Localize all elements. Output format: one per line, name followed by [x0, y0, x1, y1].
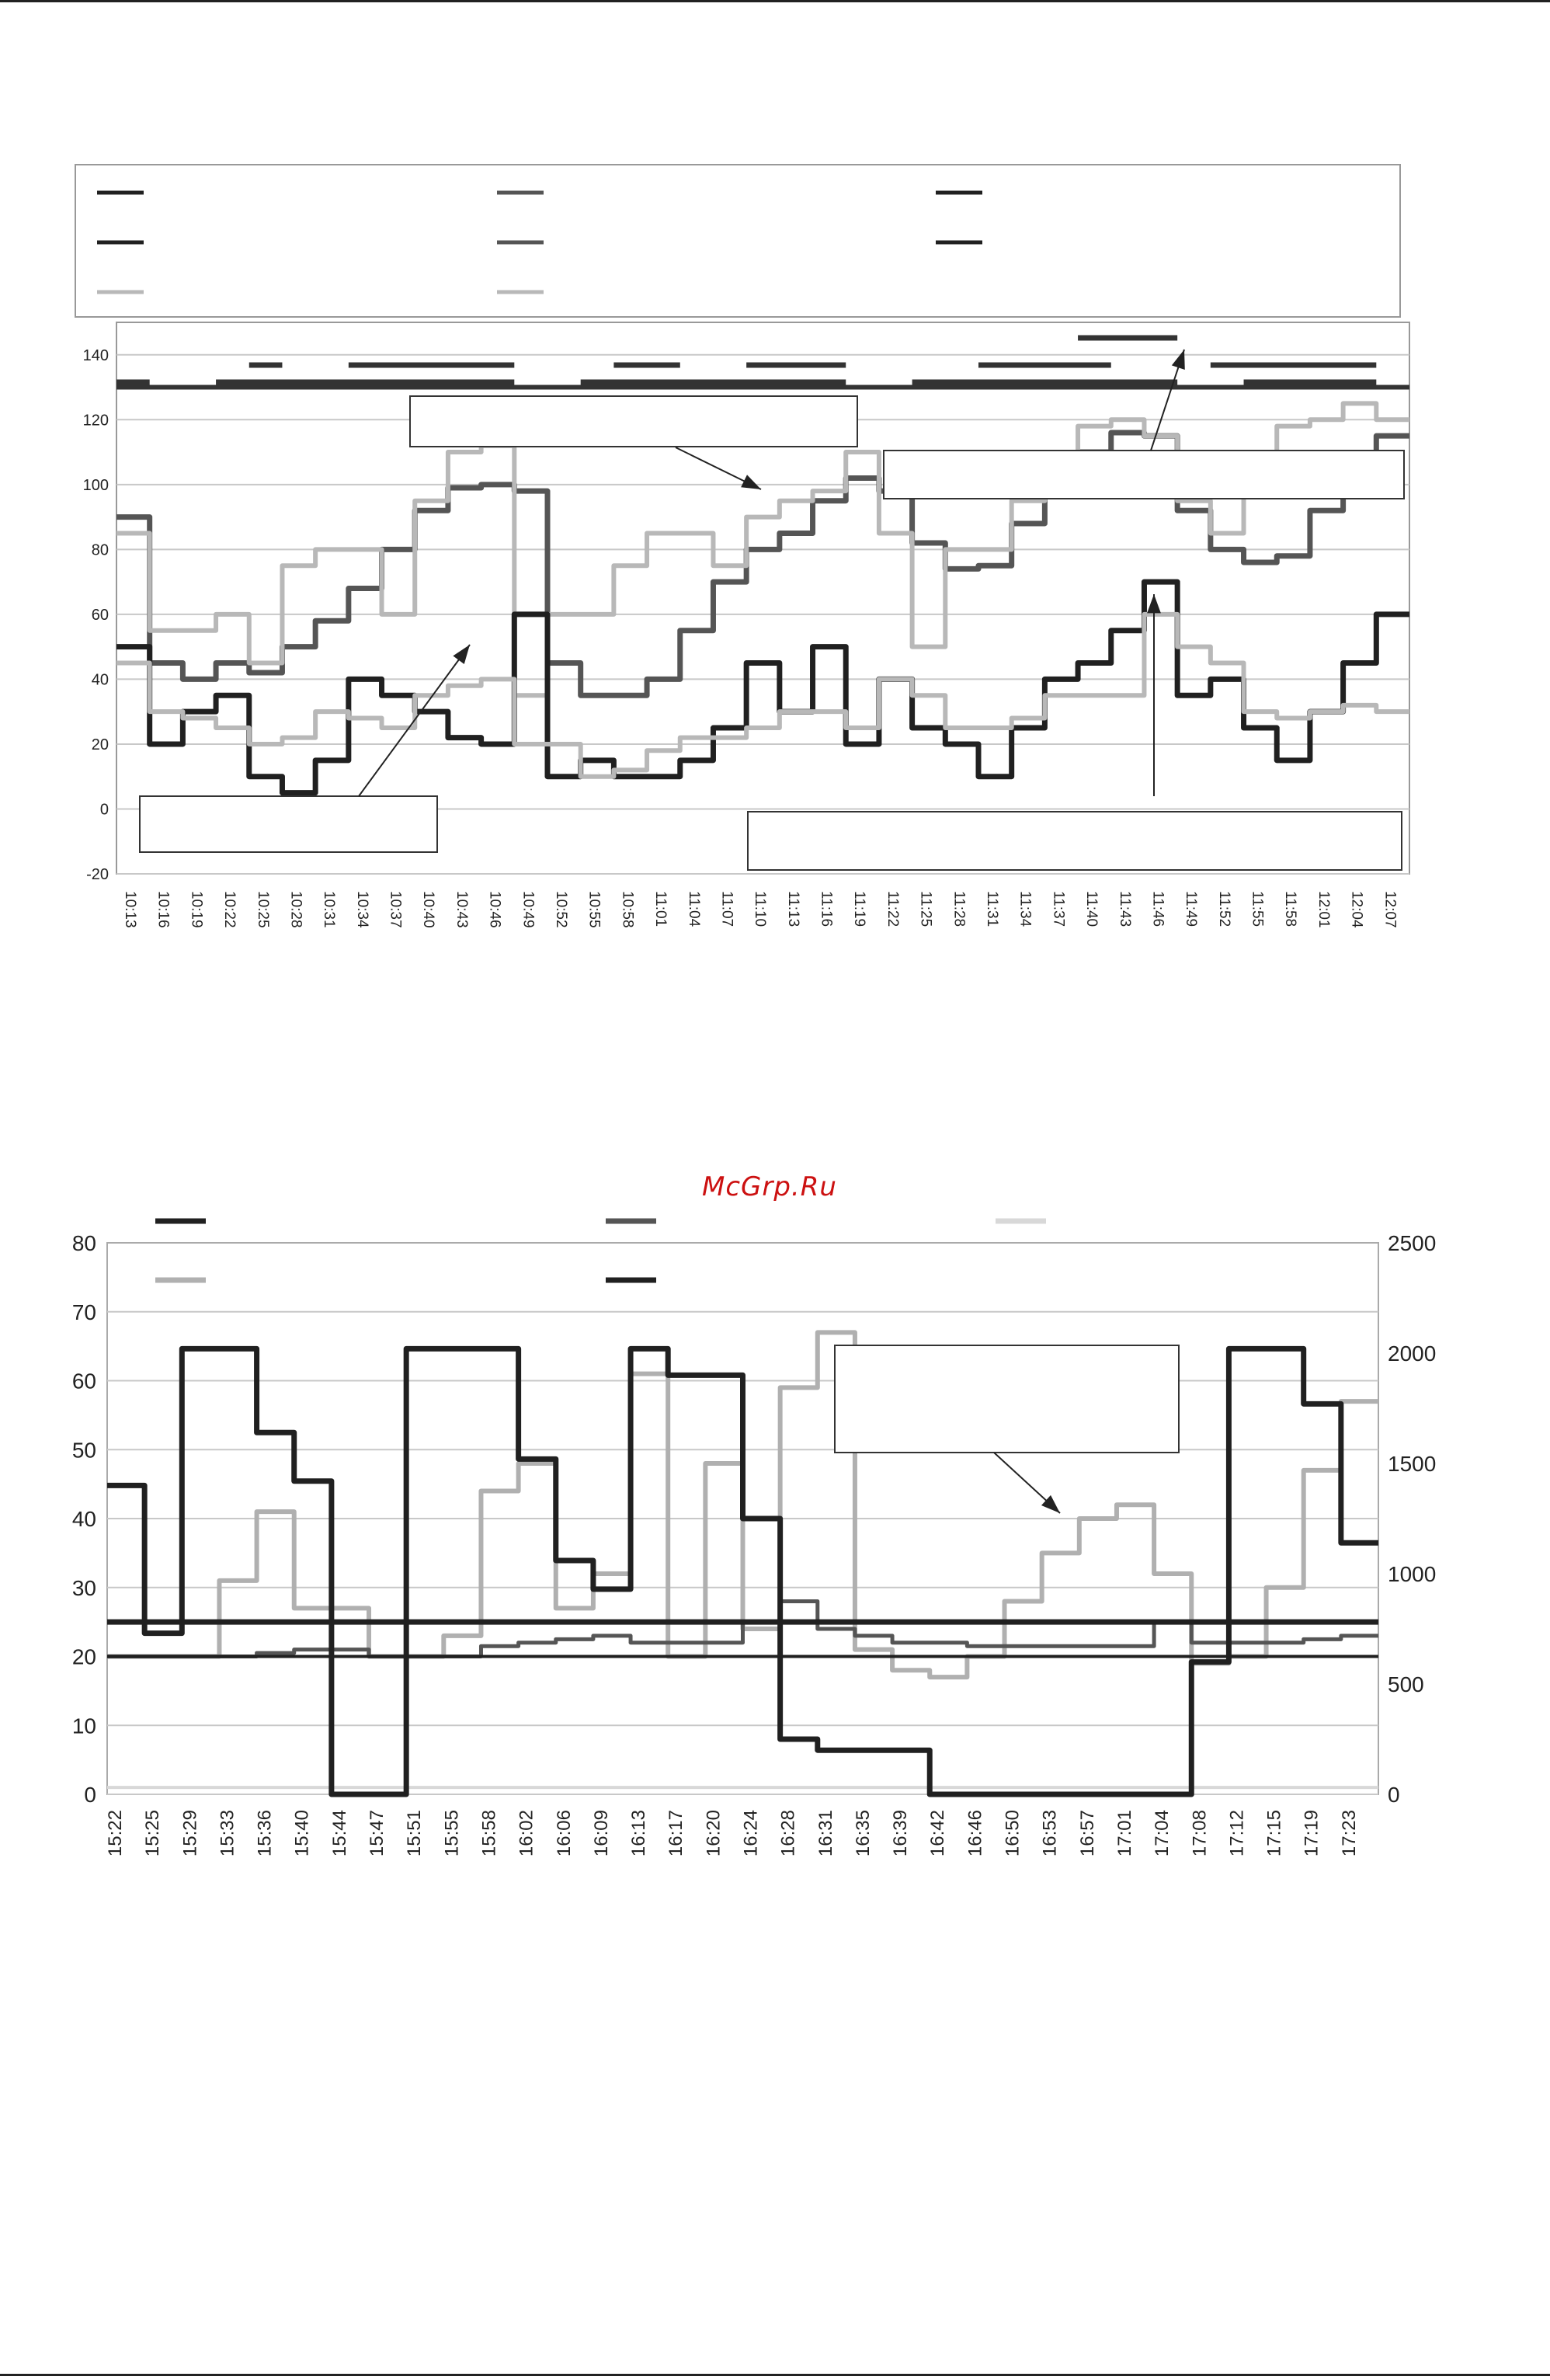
- y-tick-label: 140: [82, 346, 109, 364]
- x-tick-label: 16:28: [777, 1810, 799, 1857]
- x-tick-label: 15:40: [291, 1810, 313, 1857]
- x-tick-label: 16:53: [1039, 1810, 1061, 1857]
- x-tick-label: 15:47: [367, 1810, 388, 1857]
- x-tick-label: 11:52: [1215, 891, 1232, 927]
- x-tick-label: 10:25: [254, 891, 271, 928]
- y-tick-label: 0: [84, 1783, 96, 1807]
- y-tick-label: 40: [91, 671, 109, 689]
- top-rule: [0, 0, 1550, 2]
- x-tick-label: 17:01: [1114, 1810, 1135, 1857]
- x-tick-label: 16:46: [964, 1810, 986, 1857]
- x-tick-label: 10:49: [520, 891, 537, 928]
- x-tick-label: 11:01: [652, 891, 669, 927]
- y2-tick-label: 1000: [1388, 1562, 1437, 1586]
- annotation-box: [835, 1345, 1179, 1453]
- x-tick-label: 16:31: [815, 1810, 836, 1857]
- x-tick-label: 16:06: [553, 1810, 575, 1857]
- x-tick-label: 11:40: [1083, 891, 1100, 927]
- x-tick-label: 15:44: [328, 1810, 350, 1857]
- x-tick-label: 11:19: [851, 891, 868, 927]
- y2-tick-label: 0: [1388, 1783, 1400, 1807]
- x-tick-label: 17:04: [1152, 1810, 1173, 1857]
- x-tick-label: 16:42: [927, 1810, 949, 1857]
- x-tick-label: 10:31: [321, 891, 338, 928]
- arrow-head: [1147, 594, 1161, 613]
- series-line: [116, 582, 1409, 792]
- x-tick-label: 10:19: [188, 891, 205, 928]
- x-tick-label: 11:10: [752, 891, 769, 927]
- x-tick-label: 11:34: [1017, 891, 1034, 927]
- watermark: McGrp.Ru: [702, 1171, 837, 1202]
- x-tick-label: 16:20: [703, 1810, 725, 1857]
- y2-tick-label: 2500: [1388, 1231, 1437, 1255]
- x-tick-label: 15:29: [179, 1810, 201, 1857]
- x-tick-label: 11:46: [1149, 891, 1166, 927]
- x-tick-label: 17:19: [1301, 1810, 1322, 1857]
- arrow-head: [453, 645, 470, 664]
- x-tick-label: 10:22: [221, 891, 238, 928]
- annotation-box: [140, 796, 437, 852]
- x-tick-label: 11:07: [718, 891, 735, 927]
- y-tick-label: 70: [71, 1300, 96, 1324]
- chart-2: [0, 1165, 1550, 1911]
- x-tick-label: 10:46: [486, 891, 503, 928]
- x-tick-label: 15:55: [441, 1810, 463, 1857]
- x-tick-label: 10:40: [420, 891, 437, 928]
- x-tick-label: 11:31: [984, 891, 1000, 927]
- x-tick-label: 11:58: [1282, 891, 1299, 927]
- y2-tick-label: 2000: [1388, 1341, 1437, 1366]
- x-tick-label: 11:49: [1183, 891, 1200, 927]
- x-tick-label: 16:50: [1002, 1810, 1023, 1857]
- y-tick-label: 40: [71, 1507, 96, 1531]
- annotation-box: [748, 812, 1402, 870]
- x-tick-label: 10:28: [287, 891, 304, 928]
- x-tick-label: 16:02: [516, 1810, 537, 1857]
- y-tick-label: 0: [99, 801, 109, 819]
- legend-box: [75, 165, 1400, 317]
- x-tick-label: 16:39: [890, 1810, 912, 1857]
- y-tick-label: 80: [91, 541, 109, 559]
- x-tick-label: 11:16: [818, 891, 835, 927]
- x-tick-label: 11:22: [884, 891, 901, 927]
- x-tick-label: 11:28: [951, 891, 968, 927]
- x-tick-label: 11:37: [1050, 891, 1067, 927]
- x-tick-label: 17:08: [1189, 1810, 1211, 1857]
- x-tick-label: 15:25: [142, 1810, 164, 1857]
- y-tick-label: 60: [91, 606, 109, 624]
- x-tick-label: 11:55: [1249, 891, 1266, 927]
- bottom-rule: [0, 2374, 1550, 2376]
- x-tick-label: 10:43: [453, 891, 470, 928]
- annotation-box: [410, 396, 857, 447]
- x-tick-label: 11:43: [1116, 891, 1133, 927]
- y-tick-label: 100: [82, 476, 109, 494]
- x-tick-label: 16:35: [852, 1810, 874, 1857]
- y-tick-label: 20: [91, 736, 109, 753]
- x-tick-label: 10:52: [553, 891, 569, 928]
- annotation-box: [884, 451, 1404, 499]
- x-tick-label: 17:15: [1263, 1810, 1285, 1857]
- y-tick-label: 80: [71, 1231, 96, 1255]
- y-tick-label: 10: [71, 1714, 96, 1738]
- x-tick-label: 15:36: [254, 1810, 276, 1857]
- arrow-head: [741, 475, 761, 489]
- x-tick-label: 16:57: [1076, 1810, 1098, 1857]
- x-tick-label: 11:13: [784, 891, 801, 927]
- x-tick-label: 12:01: [1315, 891, 1332, 928]
- x-tick-label: 17:23: [1338, 1810, 1360, 1857]
- x-tick-label: 10:55: [586, 891, 603, 928]
- y2-tick-label: 1500: [1388, 1452, 1437, 1476]
- y-tick-label: 30: [71, 1575, 96, 1600]
- chart-1: [0, 155, 1550, 979]
- x-tick-label: 10:37: [387, 891, 404, 928]
- x-tick-label: 15:22: [105, 1810, 126, 1857]
- y-tick-label: 20: [71, 1644, 96, 1669]
- x-tick-label: 10:58: [619, 891, 636, 928]
- x-tick-label: 10:34: [353, 891, 370, 928]
- y2-tick-label: 500: [1388, 1672, 1424, 1696]
- x-tick-label: 10:13: [122, 891, 138, 928]
- y-tick-label: 60: [71, 1369, 96, 1394]
- x-tick-label: 12:07: [1381, 891, 1399, 928]
- series-line: [116, 614, 1409, 777]
- x-tick-label: 10:16: [155, 891, 172, 928]
- x-tick-label: 16:24: [740, 1810, 762, 1857]
- y-tick-label: 50: [71, 1438, 96, 1463]
- x-tick-label: 12:04: [1348, 891, 1365, 928]
- x-tick-label: 15:51: [404, 1810, 426, 1857]
- x-tick-label: 15:33: [217, 1810, 238, 1857]
- x-tick-label: 11:04: [685, 891, 702, 927]
- x-tick-label: 15:58: [478, 1810, 500, 1857]
- x-tick-label: 16:13: [628, 1810, 650, 1857]
- x-tick-label: 16:17: [666, 1810, 687, 1857]
- x-tick-label: 16:09: [590, 1810, 612, 1857]
- x-tick-label: 11:25: [917, 891, 934, 927]
- y-tick-label: -20: [86, 866, 109, 883]
- x-tick-label: 17:12: [1226, 1810, 1248, 1857]
- y-tick-label: 120: [82, 412, 109, 430]
- arrow-head: [1172, 350, 1185, 370]
